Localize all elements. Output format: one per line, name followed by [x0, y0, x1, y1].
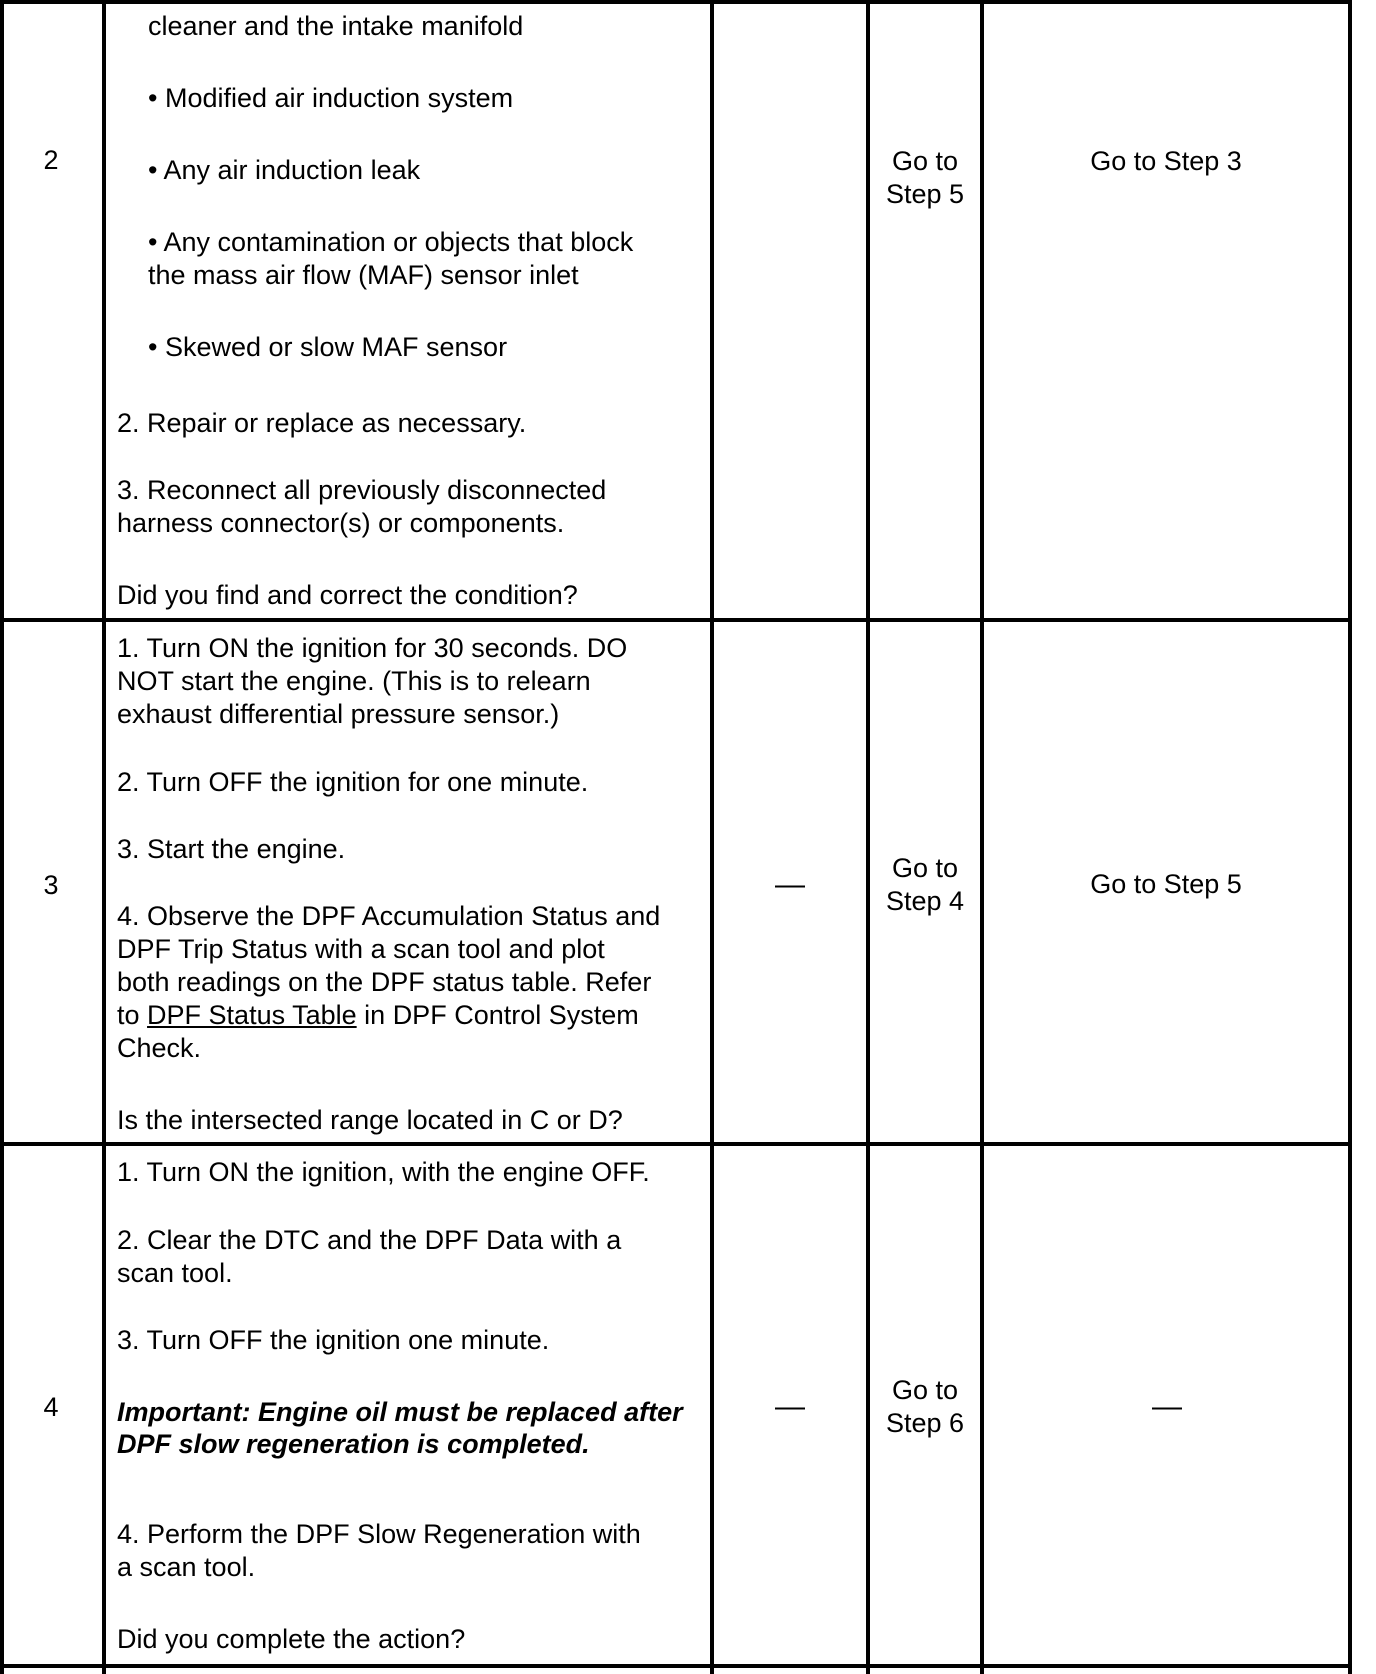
action-line: 2. Repair or replace as necessary. [117, 408, 527, 438]
action-question: Is the intersected range located in C or D? [117, 1105, 623, 1135]
yes-action-line: Go to [891, 853, 959, 883]
action-line: 1. Turn ON the ignition, with the engine OFF. [117, 1157, 650, 1187]
row-divider-2 [0, 1142, 1352, 1146]
action-line: harness connector(s) or components. [117, 508, 565, 538]
action-bullet: • Modified air induction system [148, 83, 514, 113]
action-line [117, 999, 639, 1032]
yes-action-line: Go to [891, 1375, 959, 1405]
action-line: Check. [117, 1033, 202, 1063]
action-text: to [117, 1000, 140, 1030]
dpf-status-table-link[interactable]: DPF Status Table [147, 1000, 357, 1030]
action-line: both readings on the DPF status table. Refer [117, 967, 652, 997]
action-line: cleaner and the intake manifold [148, 11, 524, 41]
yes-action-line: Go to [891, 146, 959, 176]
yes-action [870, 852, 980, 918]
action-question: Did you find and correct the condition? [117, 580, 578, 610]
action-bullet: • Any air induction leak [148, 155, 421, 185]
table-border-top [0, 0, 1352, 4]
yes-action-line: Step 5 [885, 179, 965, 209]
action-bullet: • Any contamination or objects that block [148, 227, 634, 257]
column-divider-2 [710, 0, 714, 1674]
action-line: 4. Perform the DPF Slow Regeneration with [117, 1519, 641, 1549]
step-number: 2 [43, 145, 59, 175]
action-line: 1. Turn ON the ignition for 30 seconds. DO [117, 633, 628, 663]
action-question: Did you complete the action? [117, 1624, 466, 1654]
action-line: a scan tool. [117, 1552, 256, 1582]
no-action: Go to Step 5 [1090, 869, 1242, 899]
action-text: in DPF Control System [364, 1000, 639, 1030]
action-line: the mass air flow (MAF) sensor inlet [148, 260, 579, 290]
action-line: 3. Reconnect all previously disconnected [117, 475, 607, 505]
yes-action [870, 1374, 980, 1440]
action-line: DPF Trip Status with a scan tool and plot [117, 934, 605, 964]
action-line: 2. Turn OFF the ignition for one minute. [117, 767, 589, 797]
action-line: scan tool. [117, 1258, 233, 1288]
column-divider-1 [102, 0, 106, 1674]
important-note: DPF slow regeneration is completed. [117, 1429, 590, 1459]
value-dash: — [775, 1390, 805, 1423]
no-action-dash: — [1152, 1390, 1182, 1423]
value-dash: — [775, 868, 805, 901]
yes-action-line: Step 4 [885, 886, 965, 916]
action-line: 4. Observe the DPF Accumulation Status and [117, 901, 661, 931]
column-divider-4 [980, 0, 984, 1674]
important-note: Important: Engine oil must be replaced after [117, 1397, 683, 1427]
action-line: exhaust differential pressure sensor.) [117, 699, 560, 729]
action-line: 3. Turn OFF the ignition one minute. [117, 1325, 550, 1355]
table-border-right [1348, 0, 1352, 1674]
row-divider-1 [0, 618, 1352, 622]
action-bullet: • Skewed or slow MAF sensor [148, 332, 508, 362]
action-line: NOT start the engine. (This is to relearn [117, 666, 591, 696]
row-divider-3 [0, 1664, 1352, 1668]
action-line: 2. Clear the DTC and the DPF Data with a [117, 1225, 622, 1255]
no-action: Go to Step 3 [1090, 146, 1242, 176]
yes-action [870, 145, 980, 211]
step-number: 4 [43, 1392, 59, 1422]
action-line: 3. Start the engine. [117, 834, 346, 864]
step-number: 3 [43, 870, 59, 900]
yes-action-line: Step 6 [885, 1408, 965, 1438]
